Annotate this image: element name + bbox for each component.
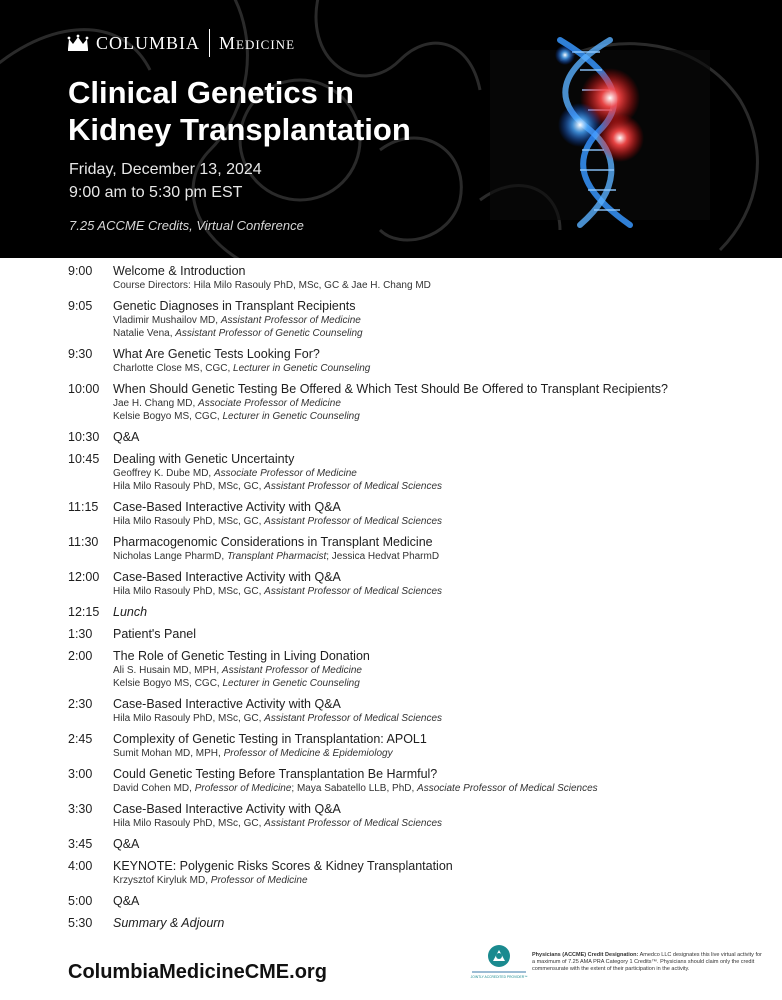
- agenda-item: [0, 732, 782, 760]
- speaker-name: Hila Milo Rasouly PhD, MSc, GC,: [113, 713, 265, 724]
- website-link[interactable]: ColumbiaMedicineCME.org: [68, 961, 327, 983]
- agenda-title: What Are Genetic Tests Looking For?: [113, 347, 320, 361]
- agenda-body: [113, 732, 782, 760]
- agenda-time: 9:30: [68, 347, 93, 361]
- speaker-name: Kelsie Bogyo MS, CGC,: [113, 411, 223, 422]
- agenda-speaker: [113, 782, 782, 795]
- accme-body: Amedco LLC designates this live virtual activity for a maximum of 7.25 AMA PRA Category 1 Credits™. Physicians should claim only the credit commensurate with the extent of their participation in the activity.: [532, 952, 762, 972]
- speaker-name: Natalie Vena,: [113, 328, 176, 339]
- event-date: Friday, December 13, 2024: [69, 161, 262, 178]
- agenda-list: [0, 264, 782, 938]
- agenda-item: [0, 697, 782, 725]
- agenda-speaker: [113, 467, 782, 480]
- speaker-name: Course Directors: Hila Milo Rasouly PhD, MSc, GC & Jae H. Chang MD: [113, 280, 431, 291]
- columbia-medicine-logo[interactable]: [66, 28, 295, 58]
- agenda-time: 12:00: [68, 570, 100, 584]
- agenda-speaker: [113, 327, 782, 340]
- agenda-time: 12:15: [68, 605, 100, 619]
- title-line-2: Kidney Transplantation: [68, 112, 411, 147]
- speaker-name: Hila Milo Rasouly PhD, MSc, GC,: [113, 586, 265, 597]
- agenda-time: 9:00: [68, 264, 93, 278]
- crown-icon: [66, 34, 90, 52]
- agenda-body: [113, 500, 782, 528]
- speaker-name: Hila Milo Rasouly PhD, MSc, GC,: [113, 481, 265, 492]
- agenda-title: Q&A: [113, 837, 140, 851]
- agenda-body: [113, 452, 782, 493]
- agenda-body: [113, 382, 782, 423]
- speaker-role: Assistant Professor of Medical Sciences: [264, 481, 443, 492]
- agenda-item: [0, 859, 782, 887]
- agenda-time: 9:05: [68, 299, 93, 313]
- speaker-role: Transplant Pharmacist: [226, 551, 327, 562]
- agenda-time: 5:30: [68, 916, 93, 930]
- logo-medicine-text: Medicine: [219, 32, 296, 53]
- accme-label: Physicians (ACCME) Credit Designation:: [532, 952, 639, 958]
- agenda-title: The Role of Genetic Testing in Living Donation: [113, 649, 370, 663]
- agenda-body: [113, 802, 782, 830]
- agenda-body: [113, 347, 782, 375]
- agenda-item: [0, 837, 782, 852]
- agenda-time: 10:45: [68, 452, 100, 466]
- speaker-role: Assistant Professor of Medical Sciences: [264, 713, 443, 724]
- agenda-speaker: [113, 550, 782, 563]
- agenda-speaker: [113, 817, 782, 830]
- agenda-item: [0, 535, 782, 563]
- agenda-speaker: [113, 515, 782, 528]
- agenda-speaker: [113, 747, 782, 760]
- agenda-item: [0, 347, 782, 375]
- accreditation-seal-icon: [468, 944, 530, 980]
- agenda-title: Dealing with Genetic Uncertainty: [113, 452, 295, 466]
- agenda-item: [0, 916, 782, 931]
- agenda-speaker: [113, 314, 782, 327]
- speaker-name: Kelsie Bogyo MS, CGC,: [113, 678, 223, 689]
- logo-columbia-text: COLUMBIA: [96, 32, 201, 53]
- agenda-body: [113, 570, 782, 598]
- agenda-item: [0, 452, 782, 493]
- agenda-body: [113, 697, 782, 725]
- speaker-role: Associate Professor of Medicine: [213, 468, 357, 479]
- speaker-role: Lecturer in Genetic Counseling: [222, 678, 360, 689]
- speaker-name: Hila Milo Rasouly PhD, MSc, GC,: [113, 818, 265, 829]
- agenda-time: 2:30: [68, 697, 93, 711]
- agenda-item: [0, 627, 782, 642]
- agenda-title: When Should Genetic Testing Be Offered & Which Test Should Be Offered to Transplant Recipients?: [113, 382, 668, 396]
- agenda-title: Pharmacogenomic Considerations in Transplant Medicine: [113, 535, 433, 549]
- seal-text: JOINTLY ACCREDITED PROVIDER™: [470, 975, 528, 979]
- agenda-speaker: [113, 480, 782, 493]
- agenda-item: [0, 767, 782, 795]
- agenda-body: [113, 916, 782, 931]
- agenda-body: [113, 605, 782, 620]
- speaker-name: Hila Milo Rasouly PhD, MSc, GC,: [113, 516, 265, 527]
- agenda-body: [113, 264, 782, 292]
- agenda-time: 10:30: [68, 430, 100, 444]
- agenda-title: Welcome & Introduction: [113, 264, 246, 278]
- speaker-name: Sumit Mohan MD, MPH,: [113, 748, 224, 759]
- speaker-role: Assistant Professor of Genetic Counseling: [175, 328, 363, 339]
- agenda-item: [0, 382, 782, 423]
- agenda-title: Summary & Adjourn: [113, 916, 225, 930]
- speaker-role: Assistant Professor of Medical Sciences: [264, 516, 443, 527]
- logo-divider: [209, 29, 210, 57]
- agenda-title: Q&A: [113, 894, 140, 908]
- agenda-item: [0, 299, 782, 340]
- speaker-role: Lecturer in Genetic Counseling: [233, 363, 371, 374]
- agenda-body: [113, 894, 782, 909]
- agenda-time: 2:45: [68, 732, 93, 746]
- speaker-role: Assistant Professor of Medicine: [221, 665, 362, 676]
- agenda-body: [113, 649, 782, 690]
- agenda-speaker: [113, 677, 782, 690]
- page-title: [68, 74, 488, 148]
- header-banner: [0, 0, 782, 258]
- agenda-time: 11:30: [68, 535, 99, 549]
- agenda-speaker: [113, 585, 782, 598]
- speaker-role: Professor of Medicine: [194, 783, 292, 794]
- agenda-speaker: [113, 397, 782, 410]
- agenda-time: 3:00: [68, 767, 93, 781]
- agenda-time: 11:15: [68, 500, 99, 514]
- speaker-role: Assistant Professor of Medicine: [220, 315, 361, 326]
- agenda-time: 2:00: [68, 649, 93, 663]
- agenda-title: Case-Based Interactive Activity with Q&A: [113, 802, 341, 816]
- speaker-role: Professor of Medicine: [210, 875, 308, 886]
- speaker-role: Assistant Professor of Medical Sciences: [264, 586, 443, 597]
- event-time: 9:00 am to 5:30 pm EST: [69, 184, 243, 201]
- speaker-name: Krzysztof Kiryluk MD,: [113, 875, 211, 886]
- agenda-title: Patient's Panel: [113, 627, 196, 641]
- agenda-time: 5:00: [68, 894, 93, 908]
- agenda-item: [0, 430, 782, 445]
- speaker-name: David Cohen MD,: [113, 783, 195, 794]
- agenda-title: Genetic Diagnoses in Transplant Recipients: [113, 299, 356, 313]
- agenda-title: Case-Based Interactive Activity with Q&A: [113, 697, 341, 711]
- agenda-title: Lunch: [113, 605, 148, 619]
- agenda-time: 3:30: [68, 802, 93, 816]
- agenda-body: [113, 859, 782, 887]
- speaker-name: Jae H. Chang MD,: [113, 398, 199, 409]
- agenda-time: 1:30: [68, 627, 93, 641]
- agenda-item: [0, 802, 782, 830]
- speaker-name: Nicholas Lange PharmD,: [113, 551, 227, 562]
- speaker-name: ; Maya Sabatello LLB, PhD,: [291, 783, 418, 794]
- agenda-item: [0, 500, 782, 528]
- speaker-role: Assistant Professor of Medical Sciences: [264, 818, 443, 829]
- agenda-item: [0, 649, 782, 690]
- agenda-body: [113, 535, 782, 563]
- agenda-time: 4:00: [68, 859, 93, 873]
- speaker-role: Professor of Medicine & Epidemiology: [223, 748, 393, 759]
- agenda-item: [0, 894, 782, 909]
- agenda-body: [113, 767, 782, 795]
- agenda-speaker: [113, 712, 782, 725]
- agenda-time: 10:00: [68, 382, 100, 396]
- agenda-title: Could Genetic Testing Before Transplantation Be Harmful?: [113, 767, 438, 781]
- agenda-title: Case-Based Interactive Activity with Q&A: [113, 500, 341, 514]
- event-credits: 7.25 ACCME Credits, Virtual Conference: [69, 218, 304, 233]
- agenda-title: Complexity of Genetic Testing in Transplantation: APOL1: [113, 732, 427, 746]
- speaker-role: Lecturer in Genetic Counseling: [222, 411, 360, 422]
- speaker-role: Associate Professor of Medicine: [198, 398, 341, 409]
- agenda-title: KEYNOTE: Polygenic Risks Scores & Kidney Transplantation: [113, 859, 453, 873]
- speaker-name: Geoffrey K. Dube MD,: [113, 468, 214, 479]
- agenda-body: [113, 627, 782, 642]
- agenda-speaker: [113, 664, 782, 677]
- agenda-title: Case-Based Interactive Activity with Q&A: [113, 570, 341, 584]
- agenda-item: [0, 264, 782, 292]
- accme-credit-designation: [532, 952, 762, 973]
- title-line-1: Clinical Genetics in: [68, 75, 354, 110]
- speaker-name: ; Jessica Hedvat PharmD: [326, 551, 440, 562]
- agenda-item: [0, 570, 782, 598]
- agenda-body: [113, 430, 782, 445]
- agenda-speaker: [113, 362, 782, 375]
- dna-helix-icon: [470, 30, 710, 240]
- speaker-name: Vladimir Mushailov MD,: [113, 315, 221, 326]
- agenda-speaker: [113, 279, 782, 292]
- agenda-speaker: [113, 410, 782, 423]
- agenda-body: [113, 837, 782, 852]
- agenda-time: 3:45: [68, 837, 93, 851]
- agenda-body: [113, 299, 782, 340]
- speaker-name: Ali S. Husain MD, MPH,: [113, 665, 222, 676]
- speaker-name: Charlotte Close MS, CGC,: [113, 363, 234, 374]
- speaker-role: Associate Professor of Medical Sciences: [417, 783, 598, 794]
- agenda-title: Q&A: [113, 430, 140, 444]
- agenda-speaker: [113, 874, 782, 887]
- agenda-item: [0, 605, 782, 620]
